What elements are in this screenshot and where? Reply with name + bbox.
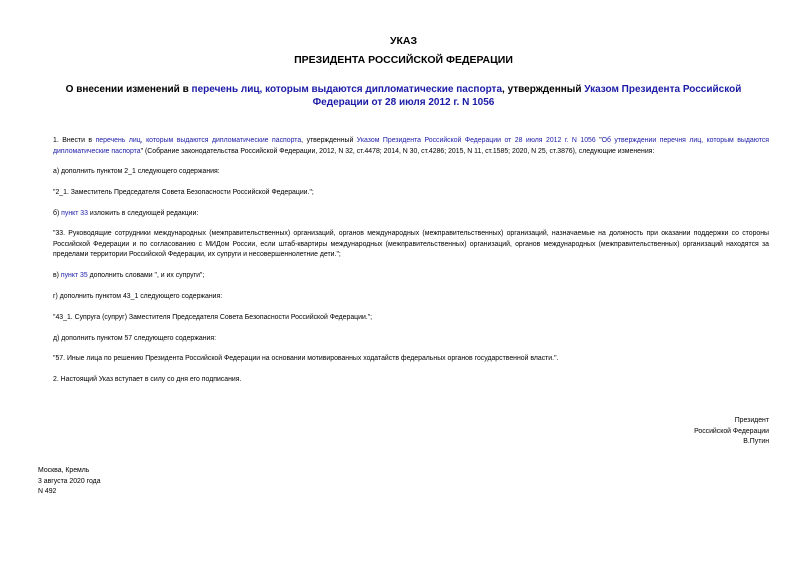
paragraph-1-text-b: , утвержденный (301, 137, 357, 144)
place-date-block (38, 466, 101, 498)
subparagraph-b-text: "33. Руководящие сотрудники международных (межправительственных) организаций, органов международных (межправительственных) организаций, назначаемые на должность при оказании поддержки со стороны Российской Федерации и по согласованию с МИДом России, если штаб-квартиры международных (межправительственных) организаций, органов международных (межправительственных) организаций находятся за пределами территории Российской Федерации, их супруги и несовершеннолетние дети."; (53, 230, 769, 258)
subparagraph-v (38, 271, 769, 282)
subject-link-decree[interactable]: Указом Президента Российской Федерации от 28 июля 2012 г. N 1056 (312, 84, 742, 108)
paragraph-2: 2. Настоящий Указ вступает в силу со дня его подписания. (53, 376, 242, 383)
paragraph-1-text-a: 1. Внести в (53, 137, 96, 144)
paragraph-1-text-c: " (595, 137, 602, 144)
paragraph-1-link-title[interactable]: Об утверждении перечня лиц, которым выдаются дипломатические паспорта (53, 137, 769, 155)
subparagraph-v-text-b: дополнить словами ", и их супруги"; (87, 272, 205, 279)
signature-country: Российской Федерации (694, 427, 769, 435)
subparagraph-g-text: "43_1. Супруга (супруг) Заместителя Председателя Совета Безопасности Российской Федерации."; (53, 314, 373, 321)
subparagraph-a-text: "2_1. Заместитель Председателя Совета Безопасности Российской Федерации."; (53, 189, 314, 196)
subject-link-list[interactable]: перечень лиц, которым выдаются дипломатические паспорта (191, 84, 503, 95)
paragraph-1-link-decree[interactable]: Указом Президента Российской Федерации от 28 июля 2012 г. N 1056 (356, 137, 596, 144)
paragraph-1 (38, 136, 769, 157)
subparagraph-v-text-a: в) (53, 272, 61, 279)
paragraph-1-text-d: " (Собрание законодательства Российской Федерации, 2012, N 32, ст.4478; 2014, N 30, ст.4286; 2015, N 11, ст.1585; 2020, N 25, ст.3876), следующие изменения: (140, 147, 655, 155)
subparagraph-b-text-a: б) (53, 210, 62, 217)
subparagraph-d-text: "57. Иные лица по решению Президента Российской Федерации на основании мотивированных ходатайств федеральных органов государственной власти.". (53, 355, 559, 362)
link-item-33[interactable]: пункт 33 (61, 210, 88, 217)
subparagraph-a: а) дополнить пунктом 2_1 следующего содержания: (53, 168, 220, 175)
document-subject (38, 84, 769, 109)
subject-text-1: О внесении изменений в (65, 84, 192, 95)
subject-text-2: , утвержденный (502, 84, 585, 95)
place-date: 3 августа 2020 года (38, 477, 101, 485)
signature-block (569, 416, 769, 448)
paragraph-1-link-list[interactable]: перечень лиц, которым выдаются дипломатические паспорта (95, 137, 302, 144)
subparagraph-b (38, 209, 769, 220)
document-issuer: ПРЕЗИДЕНТА РОССИЙСКОЙ ФЕДЕРАЦИИ (294, 54, 513, 66)
place-number: N 492 (38, 488, 57, 495)
subparagraph-b-text-b: изложить в следующей редакции: (87, 210, 199, 217)
signature-title: Президент (734, 417, 769, 424)
document-title: УКАЗ (389, 35, 418, 47)
subparagraph-g: г) дополнить пунктом 43_1 следующего содержания: (53, 293, 223, 300)
place-city: Москва, Кремль (38, 467, 90, 474)
signature-name: В.Путин (743, 438, 769, 445)
subparagraph-d: д) дополнить пунктом 57 следующего содержания: (53, 335, 216, 342)
document-page (38, 0, 769, 571)
link-item-35[interactable]: пункт 35 (60, 272, 88, 279)
